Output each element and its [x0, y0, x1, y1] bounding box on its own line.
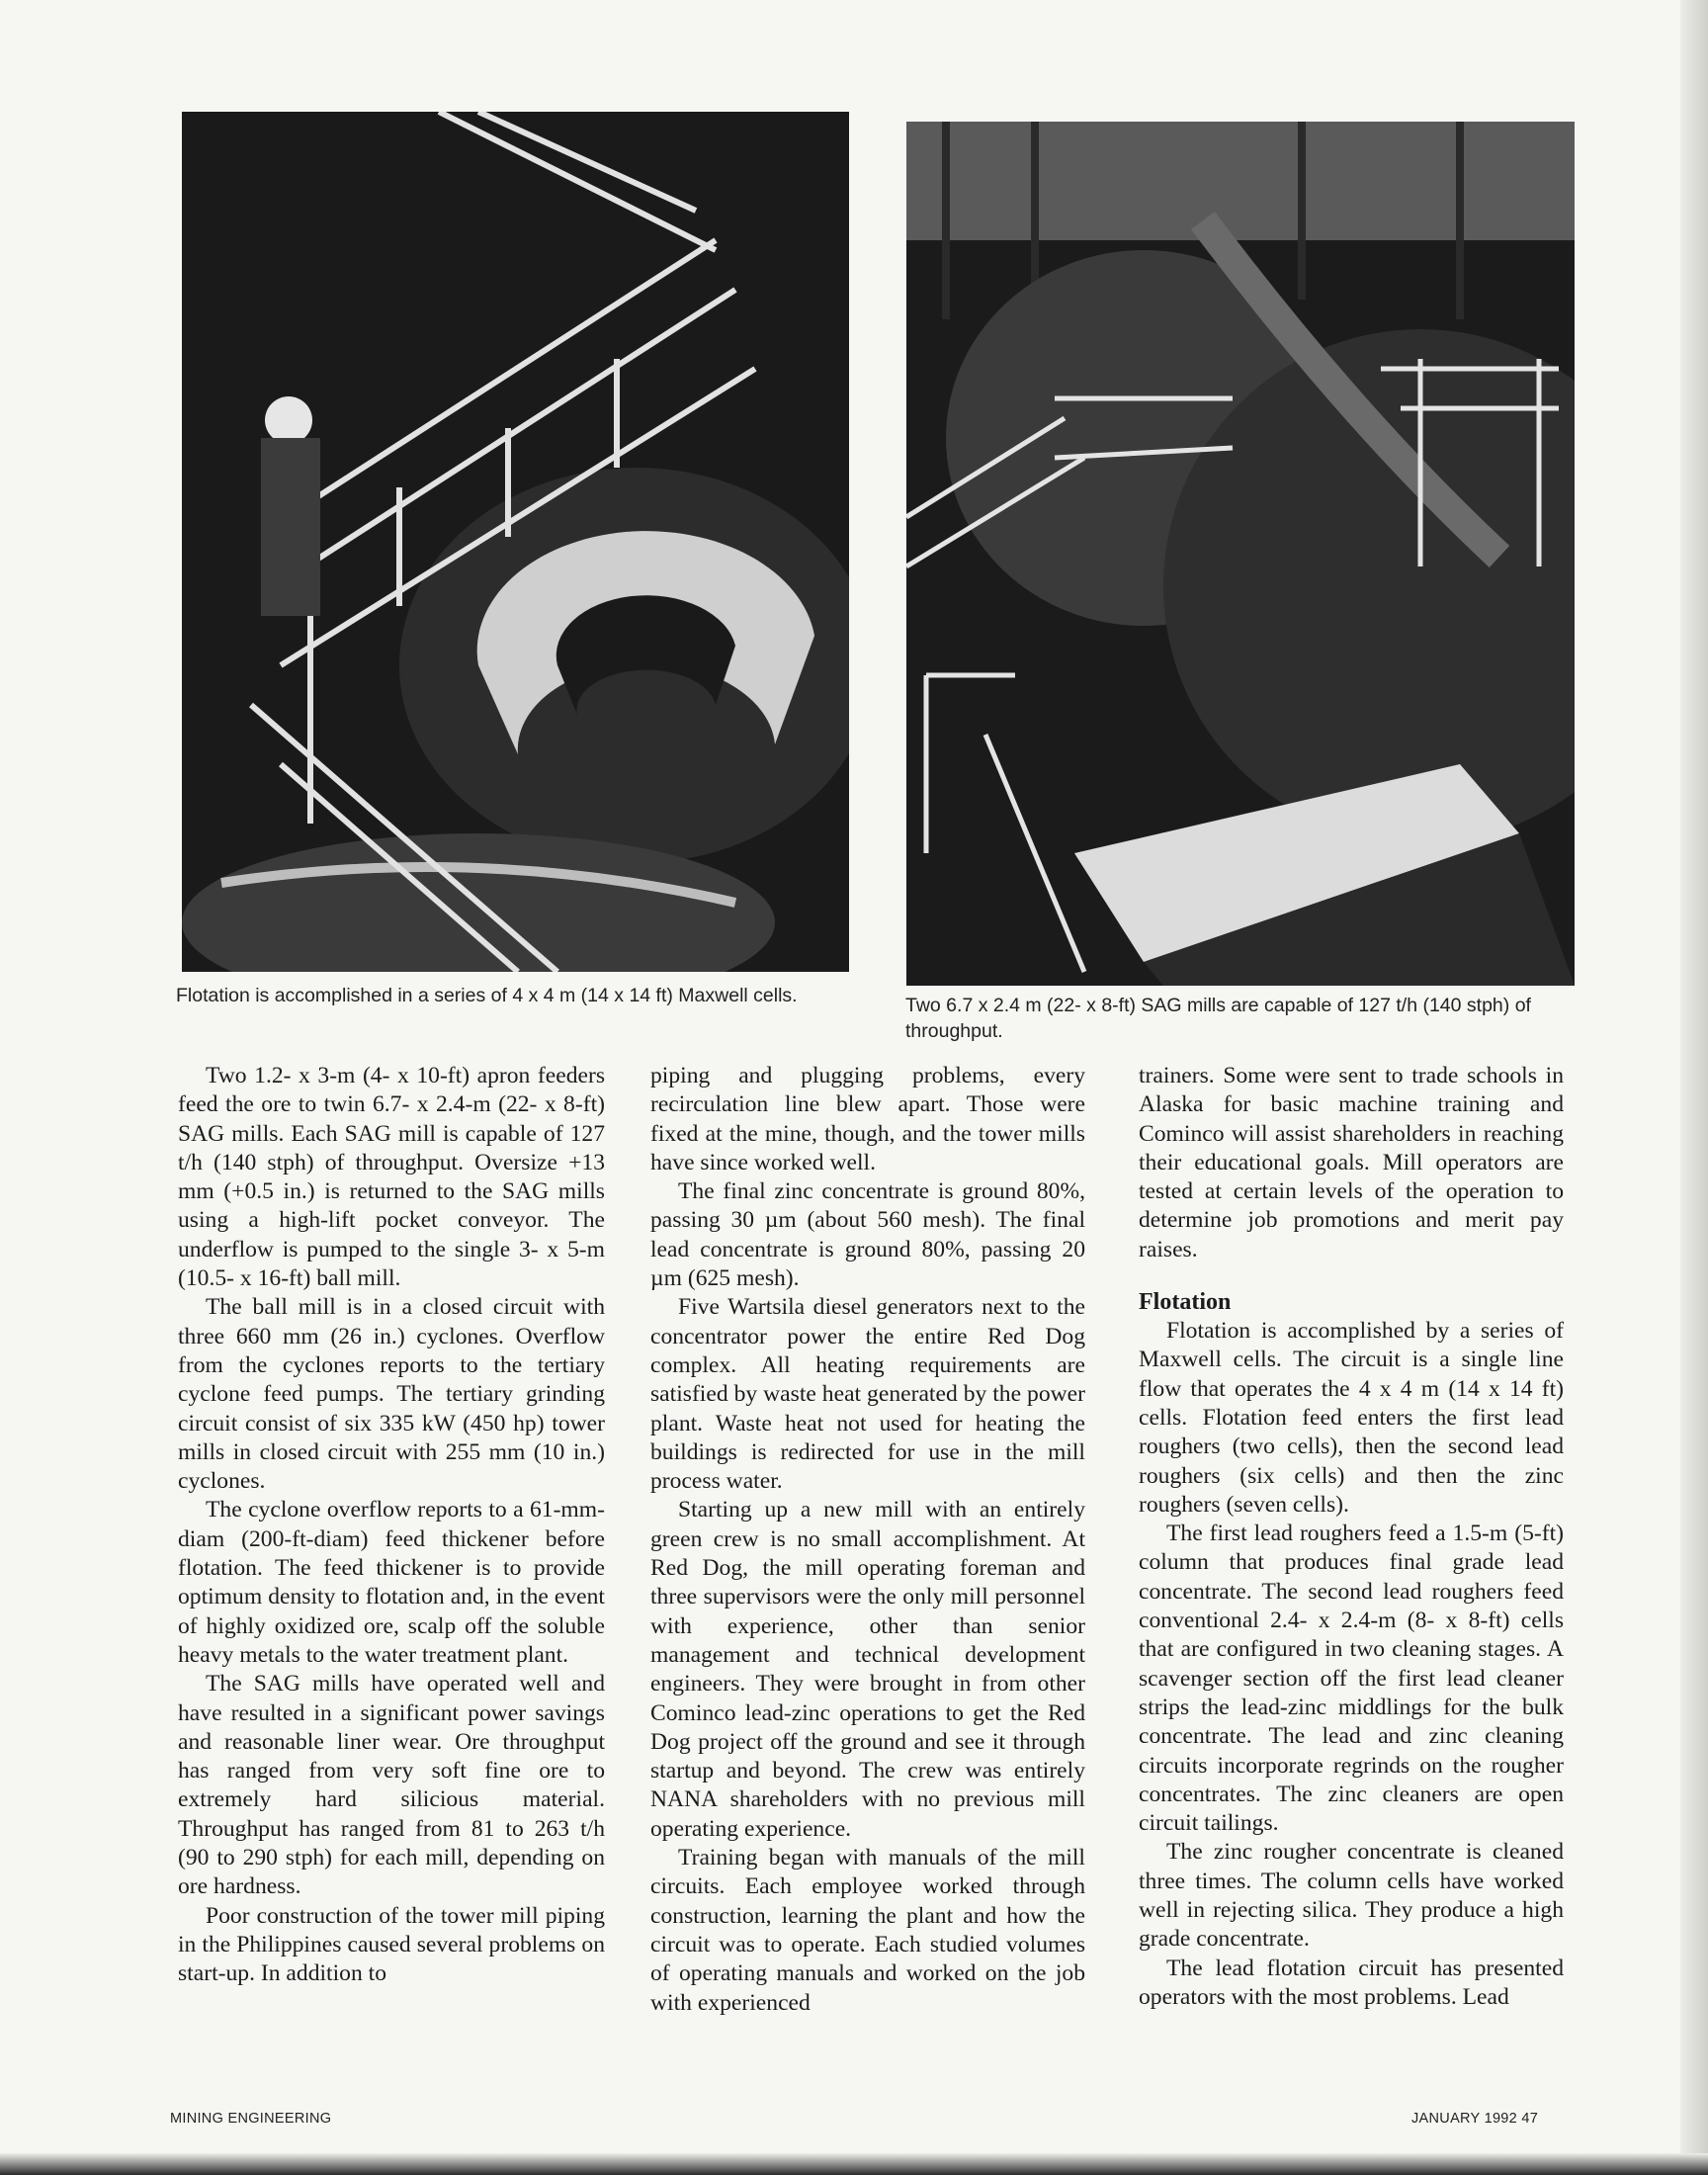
page-bottom-shadow [0, 2153, 1708, 2175]
sag-mills-photo [906, 122, 1575, 986]
paragraph: Training began with manuals of the mill circuits. Each employee worked through construction, learning the plant and how the circuit was to operate. Each studied volumes of operating manuals and worked on the job with experienced [650, 1845, 1085, 2016]
maxwell-cells-photo [182, 112, 849, 972]
page-edge-shadow [1680, 0, 1708, 2175]
paragraph: The first lead roughers feed a 1.5-m (5-ft) column that produces final grade lead concentrate. The second lead roughers feed conventional 2.4- x 2.4-m (8- x 8-ft) cells that are configured in two cleaning stages. A scavenger section off the first lead cleaner strips the lead-zinc middlings for the bulk concentrate. The lead and zinc cleaning circuits incorporate regrinds on the rougher concentrates. The zinc cleaners are open circuit tailings. [1139, 1521, 1564, 1837]
paragraph: The SAG mills have operated well and have resulted in a significant power savings and reasonable liner wear. Ore throughput has ranged from very soft fine ore to extremely hard silicious material. Throughput has ranged from 81 to 263 t/h (90 to 290 stph) for each mill, depending on ore hardness. [178, 1671, 605, 1900]
paragraph: trainers. Some were sent to trade schools in Alaska for basic machine training and Cominco will assist shareholders in reaching their educational goals. Mill operators are tested at certain levels of the operation to determine job promotions and merit pay raises. [1139, 1063, 1564, 1262]
paragraph: The final zinc concentrate is ground 80%, passing 30 µm (about 560 mesh). The final lead concentrate is ground 80%, passing 20 µm (625 mesh). [650, 1178, 1085, 1292]
article-column-2 [650, 1062, 1085, 2018]
paragraph: Five Wartsila diesel generators next to the concentrator power the entire Red Dog complex. All heating requirements are satisfied by waste heat generated by the power plant. Waste heat not used for heating the buildings is redirected for use in the mill process water. [650, 1294, 1085, 1495]
paragraph: Flotation is accomplished by a series of Maxwell cells. The circuit is a single line flow that operates the 4 x 4 m (14 x 14 ft) cells. Flotation feed enters the first lead roughers (two cells), then the second lead roughers (six cells) and then the zinc roughers (seven cells). [1139, 1318, 1564, 1518]
paragraph: The lead flotation circuit has presented operators with the most problems. Lead [1139, 1955, 1564, 2010]
paragraph: The zinc rougher concentrate is cleaned three times. The column cells have worked well in rejecting silica. They produce a high grade concentrate. [1139, 1839, 1564, 1953]
footer-publication: MINING ENGINEERING [170, 2111, 332, 2127]
photo-caption-right: Two 6.7 x 2.4 m (22- x 8-ft) SAG mills are capable of 127 t/h (140 stph) of throughput. [905, 995, 1531, 1042]
article-column-1 [178, 1062, 605, 1989]
paragraph: Two 1.2- x 3-m (4- x 10-ft) apron feeders feed the ore to twin 6.7- x 2.4-m (22- x 8-ft) SAG mills. Each SAG mill is capable of 127 t/h (140 stph) of throughput. Oversize +13 mm (+0.5 in.) is returned to the SAG mills using a high-lift pocket conveyor. The underflow is pumped to the single 3- x 5-m (10.5- x 16-ft) ball mill. [178, 1063, 605, 1292]
photo-caption-left: Flotation is accomplished in a series of 4 x 4 m (14 x 14 ft) Maxwell cells. [176, 985, 798, 1006]
section-heading: Flotation [1139, 1289, 1232, 1316]
footer-date-page: JANUARY 1992 47 [1411, 2111, 1539, 2127]
article-column-3 [1139, 1062, 1564, 2012]
paragraph: Poor construction of the tower mill piping in the Philippines caused several problems on start-up. In addition to [178, 1902, 605, 1987]
paragraph: The cyclone overflow reports to a 61-mm-diam (200-ft-diam) feed thickener before flotation. The feed thickener is to provide optimum density to flotation and, in the event of highly oxidized ore, scalp off the soluble heavy metals to the water treatment plant. [178, 1497, 605, 1668]
paragraph: piping and plugging problems, every recirculation line blew apart. Those were fixed at the mine, though, and the tower mills have since worked well. [650, 1063, 1085, 1175]
paragraph: Starting up a new mill with an entirely green crew is no small accomplishment. At Red Dog, the mill operating foreman and three supervisors were the only mill personnel with experience, other than senior management and technical development engineers. They were brought in from other Cominco lead-zinc operations to get the Red Dog project off the ground and see it through startup and beyond. The crew was entirely NANA shareholders with no previous mill operating experience. [650, 1497, 1085, 1842]
paragraph: The ball mill is in a closed circuit with three 660 mm (26 in.) cyclones. Overflow from the cyclones reports to the tertiary cyclone feed pumps. The tertiary grinding circuit consist of six 335 kW (450 hp) tower mills in closed circuit with 255 mm (10 in.) cyclones. [178, 1294, 605, 1495]
